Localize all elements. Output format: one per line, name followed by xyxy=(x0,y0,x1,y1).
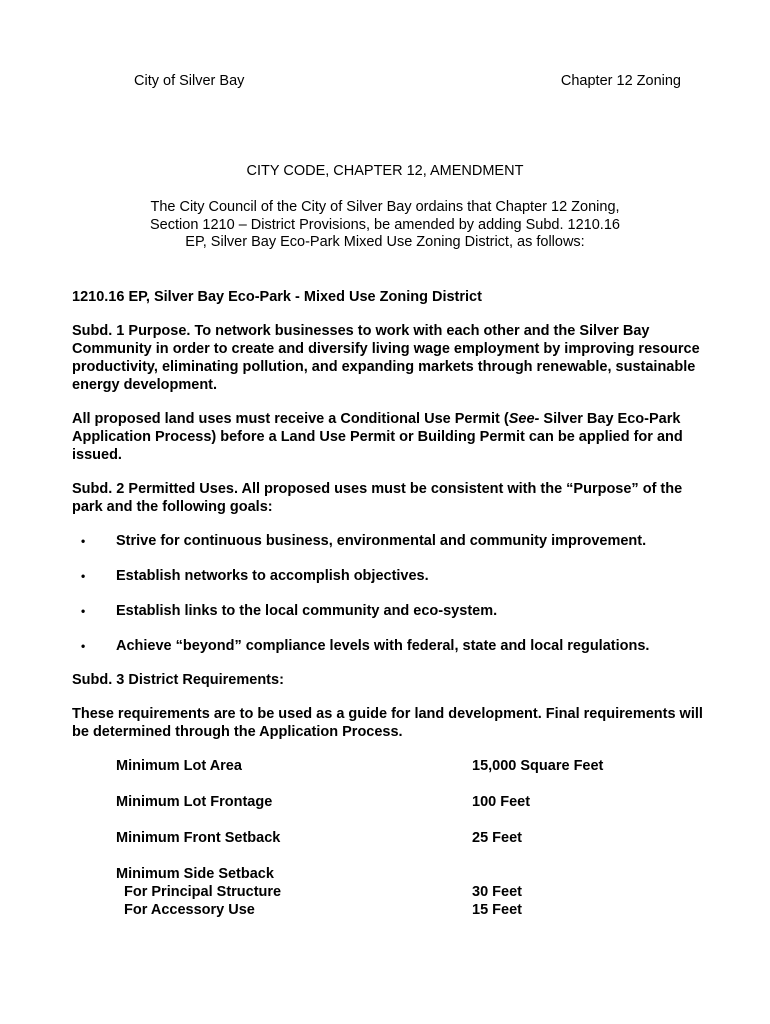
goal-text: Establish networks to accomplish objectives. xyxy=(116,568,429,584)
bullet-icon: • xyxy=(81,534,86,548)
side-setback-group xyxy=(116,865,676,919)
goal-text: Strive for continuous business, environmental and community improvement. xyxy=(116,533,647,549)
goal-item xyxy=(72,637,712,655)
requirement-value: 25 Feet xyxy=(472,830,522,846)
intro-line: EP, Silver Bay Eco-Park Mixed Use Zoning District, as follows: xyxy=(185,234,585,250)
requirement-value: 100 Feet xyxy=(472,794,531,810)
side-setback-sublabel: For Principal Structure xyxy=(124,884,282,900)
requirement-row xyxy=(116,757,676,775)
requirement-label: Minimum Lot Area xyxy=(116,758,242,774)
subd-2-permitted-uses: Subd. 2 Permitted Uses. All proposed uses must be consistent with the “Purpose” of the park and the following goals: xyxy=(72,481,683,515)
intro-line: The City Council of the City of Silver Bay ordains that Chapter 12 Zoning, xyxy=(150,199,620,215)
cup-text-before: All proposed land uses must receive a Conditional Use Permit ( xyxy=(72,411,509,427)
amendment-title: CITY CODE, CHAPTER 12, AMENDMENT xyxy=(246,163,524,179)
side-setback-value: 30 Feet xyxy=(472,884,522,900)
conditional-use-paragraph xyxy=(72,410,712,464)
side-setback-label: Minimum Side Setback xyxy=(116,866,274,882)
section-title: 1210.16 EP, Silver Bay Eco-Park - Mixed Use Zoning District xyxy=(72,289,482,305)
goal-text: Establish links to the local community and eco-system. xyxy=(116,603,498,619)
requirement-value: 15,000 Square Feet xyxy=(472,758,604,774)
header-city-name: City of Silver Bay xyxy=(134,73,245,89)
requirements-intro: These requirements are to be used as a guide for land development. Final requirements will be determined through the Application Process. xyxy=(72,706,703,740)
bullet-icon: • xyxy=(81,639,86,653)
goal-item xyxy=(72,532,712,550)
goal-item xyxy=(72,602,712,620)
bullet-icon: • xyxy=(81,569,86,583)
cup-text-after: Silver Bay Eco-Park Application Process) before a Land Use Permit or Building Permit can be applied for and issued. xyxy=(72,411,683,463)
goal-item xyxy=(72,567,712,585)
side-setback-row xyxy=(116,901,676,919)
requirement-row xyxy=(116,793,676,811)
subd-1-purpose: Subd. 1 Purpose. To network businesses to work with each other and the Silver Bay Community in order to create and diversify living wage employment by improving resource productivity, eliminating pollution, and expanding markets through renewable, sustainable energy development. xyxy=(72,323,700,393)
intro-line: Section 1210 – District Provisions, be amended by adding Subd. 1210.16 xyxy=(150,216,620,233)
side-setback-row xyxy=(116,883,676,901)
amendment-intro xyxy=(0,199,770,252)
requirement-label: Minimum Front Setback xyxy=(116,830,281,846)
bullet-icon: • xyxy=(81,604,86,618)
document-body xyxy=(72,288,712,919)
cup-see-reference: See- xyxy=(508,411,540,427)
requirement-label: Minimum Lot Frontage xyxy=(116,794,273,810)
goal-text: Achieve “beyond” compliance levels with federal, state and local regulations. xyxy=(116,638,650,654)
header-chapter: Chapter 12 Zoning xyxy=(560,73,681,89)
side-setback-sublabel: For Accessory Use xyxy=(124,902,255,918)
side-setback-value: 15 Feet xyxy=(472,902,522,918)
goals-list xyxy=(72,532,712,655)
subd-3-district-requirements: Subd. 3 District Requirements: xyxy=(72,672,284,688)
requirement-row xyxy=(116,829,676,847)
requirements-table xyxy=(116,757,676,919)
